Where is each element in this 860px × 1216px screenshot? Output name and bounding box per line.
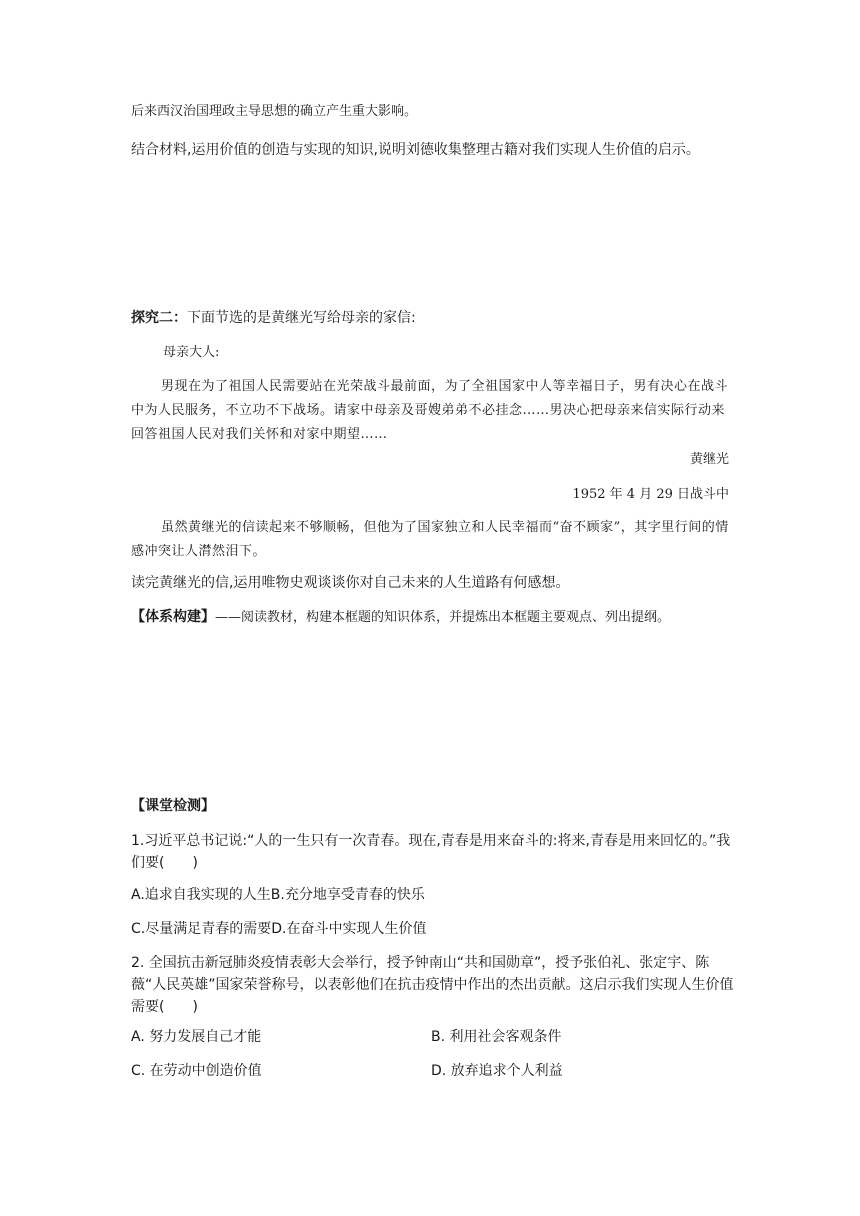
check-question-1-options-cd: C.尽量满足青春的需要D.在奋斗中实现人生价值 (131, 921, 427, 937)
check-question-2-option-c: C. 在劳动中创造价值 (131, 1063, 262, 1079)
check-question-2-option-b: B. 利用社会客观条件 (431, 1029, 562, 1045)
explore-2-intro: 下面节选的是黄继光写给母亲的家信: (187, 310, 416, 326)
letter-body: 男现在为了祖国人民需要站在光荣战斗最前面，为了全祖国家中人等幸福日子，男有决心在战斗中为人民服务，不立功不下战场。请家中母亲及哥嫂弟弟不必挂念……男决心把母亲来信实际行动来回答祖国人民对我们关怀和对家中期望…… (131, 379, 729, 442)
explore-2-heading (131, 307, 737, 329)
system-build-text: ——阅读教材，构建本框题的知识体系，并提炼出本框题主要观点、列出提纲。 (215, 610, 671, 625)
letter-date: 1952 年 4 月 29 日战斗中 (572, 487, 729, 502)
explore-2-label: 探究二： (131, 310, 187, 326)
system-build-heading (131, 606, 737, 629)
check-question-2-option-d: D. 放弃追求个人利益 (431, 1063, 563, 1079)
system-build-label: 【体系构建】 (131, 609, 215, 625)
check-question-2-stem: 2. 全国抗击新冠肺炎疫情表彰大会举行，授予钟南山“共和国勋章”，授予张伯礼、张定宇、陈薇“人民英雄”国家荣誉称号，以表彰他们在抗击疫情中作出的杰出贡献。这启示我们实现人生价值需要( ) (131, 955, 734, 1015)
question-1-text: 结合材料,运用价值的创造与实现的知识,说明刘德收集整理古籍对我们实现人生价值的启示。 (131, 142, 700, 158)
letter-salutation: 母亲大人: (163, 345, 220, 360)
check-question-1-options-ab: A.追求自我实现的人生B.充分地享受青春的快乐 (131, 887, 425, 903)
check-question-1-stem: 1.习近平总书记说:“人的一生只有一次青春。现在,青春是用来奋斗的:将来,青春是用来回忆的。”我们要( ) (131, 833, 731, 871)
material-tail-line: 后来西汉治国理政主导思想的确立产生重大影响。 (131, 104, 418, 119)
letter-signature: 黄继光 (689, 452, 729, 467)
check-question-2-option-a: A. 努力发展自己才能 (131, 1029, 262, 1045)
class-check-heading: 【课堂检测】 (131, 798, 215, 814)
question-2-text: 读完黄继光的信,运用唯物史观谈谈你对自己未来的人生道路有何感想。 (131, 575, 570, 591)
letter-comment: 虽然黄继光的信读起来不够顺畅，但他为了国家独立和人民幸福而“奋不顾家”，其字里行间的情感冲突让人潸然泪下。 (131, 520, 729, 559)
